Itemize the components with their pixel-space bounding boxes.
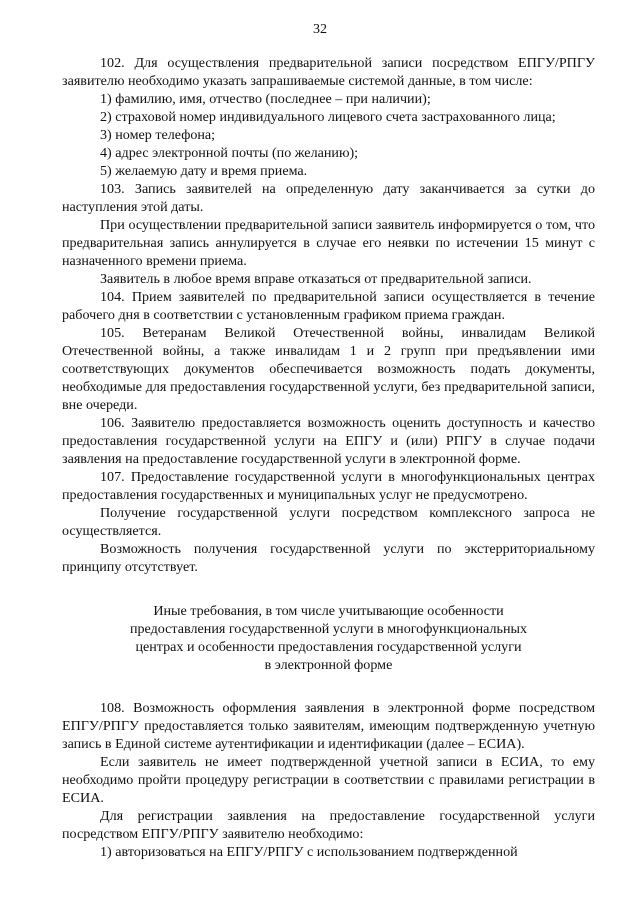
paragraph: Если заявитель не имеет подтвержденной учетной записи в ЕСИА, то ему необходимо пройти процедуру регистрации в соответствии с правилами регистрации в ЕСИА.	[62, 754, 595, 806]
paragraph: Заявитель в любое время вправе отказаться от предварительной записи.	[100, 271, 532, 287]
list-item: 1) фамилию, имя, отчество (последнее – при наличии);	[100, 91, 431, 107]
section-heading-line: в электронной форме	[264, 657, 393, 673]
document-body	[62, 54, 595, 861]
section-heading-line: Иные требования, в том числе учитывающие особенности	[153, 603, 504, 619]
list-item: 2) страховой номер индивидуального лицевого счета застрахованного лица;	[100, 109, 556, 125]
list-item: 3) номер телефона;	[100, 127, 216, 143]
paragraph: 106. Заявителю предоставляется возможность оценить доступность и качество предоставления государственной услуги на ЕПГУ и (или) РПГУ в случае подачи заявления на предоставление государственной услуги в электронной форме.	[62, 415, 595, 467]
paragraph: 104. Прием заявителей по предварительной записи осуществляется в течение рабочего дня в соответствии с установленным графиком приема граждан.	[62, 289, 595, 323]
list-item: 1) авторизоваться на ЕПГУ/РПГУ с использованием подтвержденной	[100, 844, 518, 860]
paragraph: 103. Запись заявителей на определенную дату заканчивается за сутки до наступления этой даты.	[62, 181, 595, 215]
paragraph: Получение государственной услуги посредством комплексного запроса не осуществляется.	[62, 505, 595, 539]
paragraph: При осуществлении предварительной записи заявитель информируется о том, что предварительная запись аннулируется в случае его неявки по истечении 15 минут с назначенного времени приема.	[62, 217, 595, 269]
paragraph: 102. Для осуществления предварительной записи посредством ЕПГУ/РПГУ заявителю необходимо указать запрашиваемые системой данные, в том числе:	[62, 55, 595, 89]
list-item: 5) желаемую дату и время приема.	[100, 163, 308, 179]
paragraph: 107. Предоставление государственной услуги в многофункциональных центрах предоставления государственных и муниципальных услуг не предусмотрено.	[62, 469, 595, 503]
paragraph: Возможность получения государственной услуги по экстерриториальному принципу отсутствует.	[62, 541, 595, 575]
list-item: 4) адрес электронной почты (по желанию);	[100, 145, 359, 161]
section-heading-line: предоставления государственной услуги в многофункциональных	[129, 621, 528, 637]
section-heading-line: центрах и особенности предоставления государственной услуги	[135, 639, 522, 655]
paragraph: 108. Возможность оформления заявления в электронной форме посредством ЕПГУ/РПГУ предоставляется только заявителям, имеющим подтвержденную учетную запись в Единой системе аутентификации и идентификации (далее – ЕСИА).	[62, 700, 595, 752]
paragraph: Для регистрации заявления на предоставление государственной услуги посредством ЕПГУ/РПГУ заявителю необходимо:	[62, 808, 595, 842]
paragraph: 105. Ветеранам Великой Отечественной войны, инвалидам Великой Отечественной войны, а также инвалидам 1 и 2 групп при предъявлении ими соответствующих документов обеспечивается возможность подать документы, необходимые для предоставления государственной услуги, без предварительной записи, вне очереди.	[62, 325, 595, 413]
section-heading	[62, 602, 595, 674]
page-number: 32	[312, 21, 328, 37]
